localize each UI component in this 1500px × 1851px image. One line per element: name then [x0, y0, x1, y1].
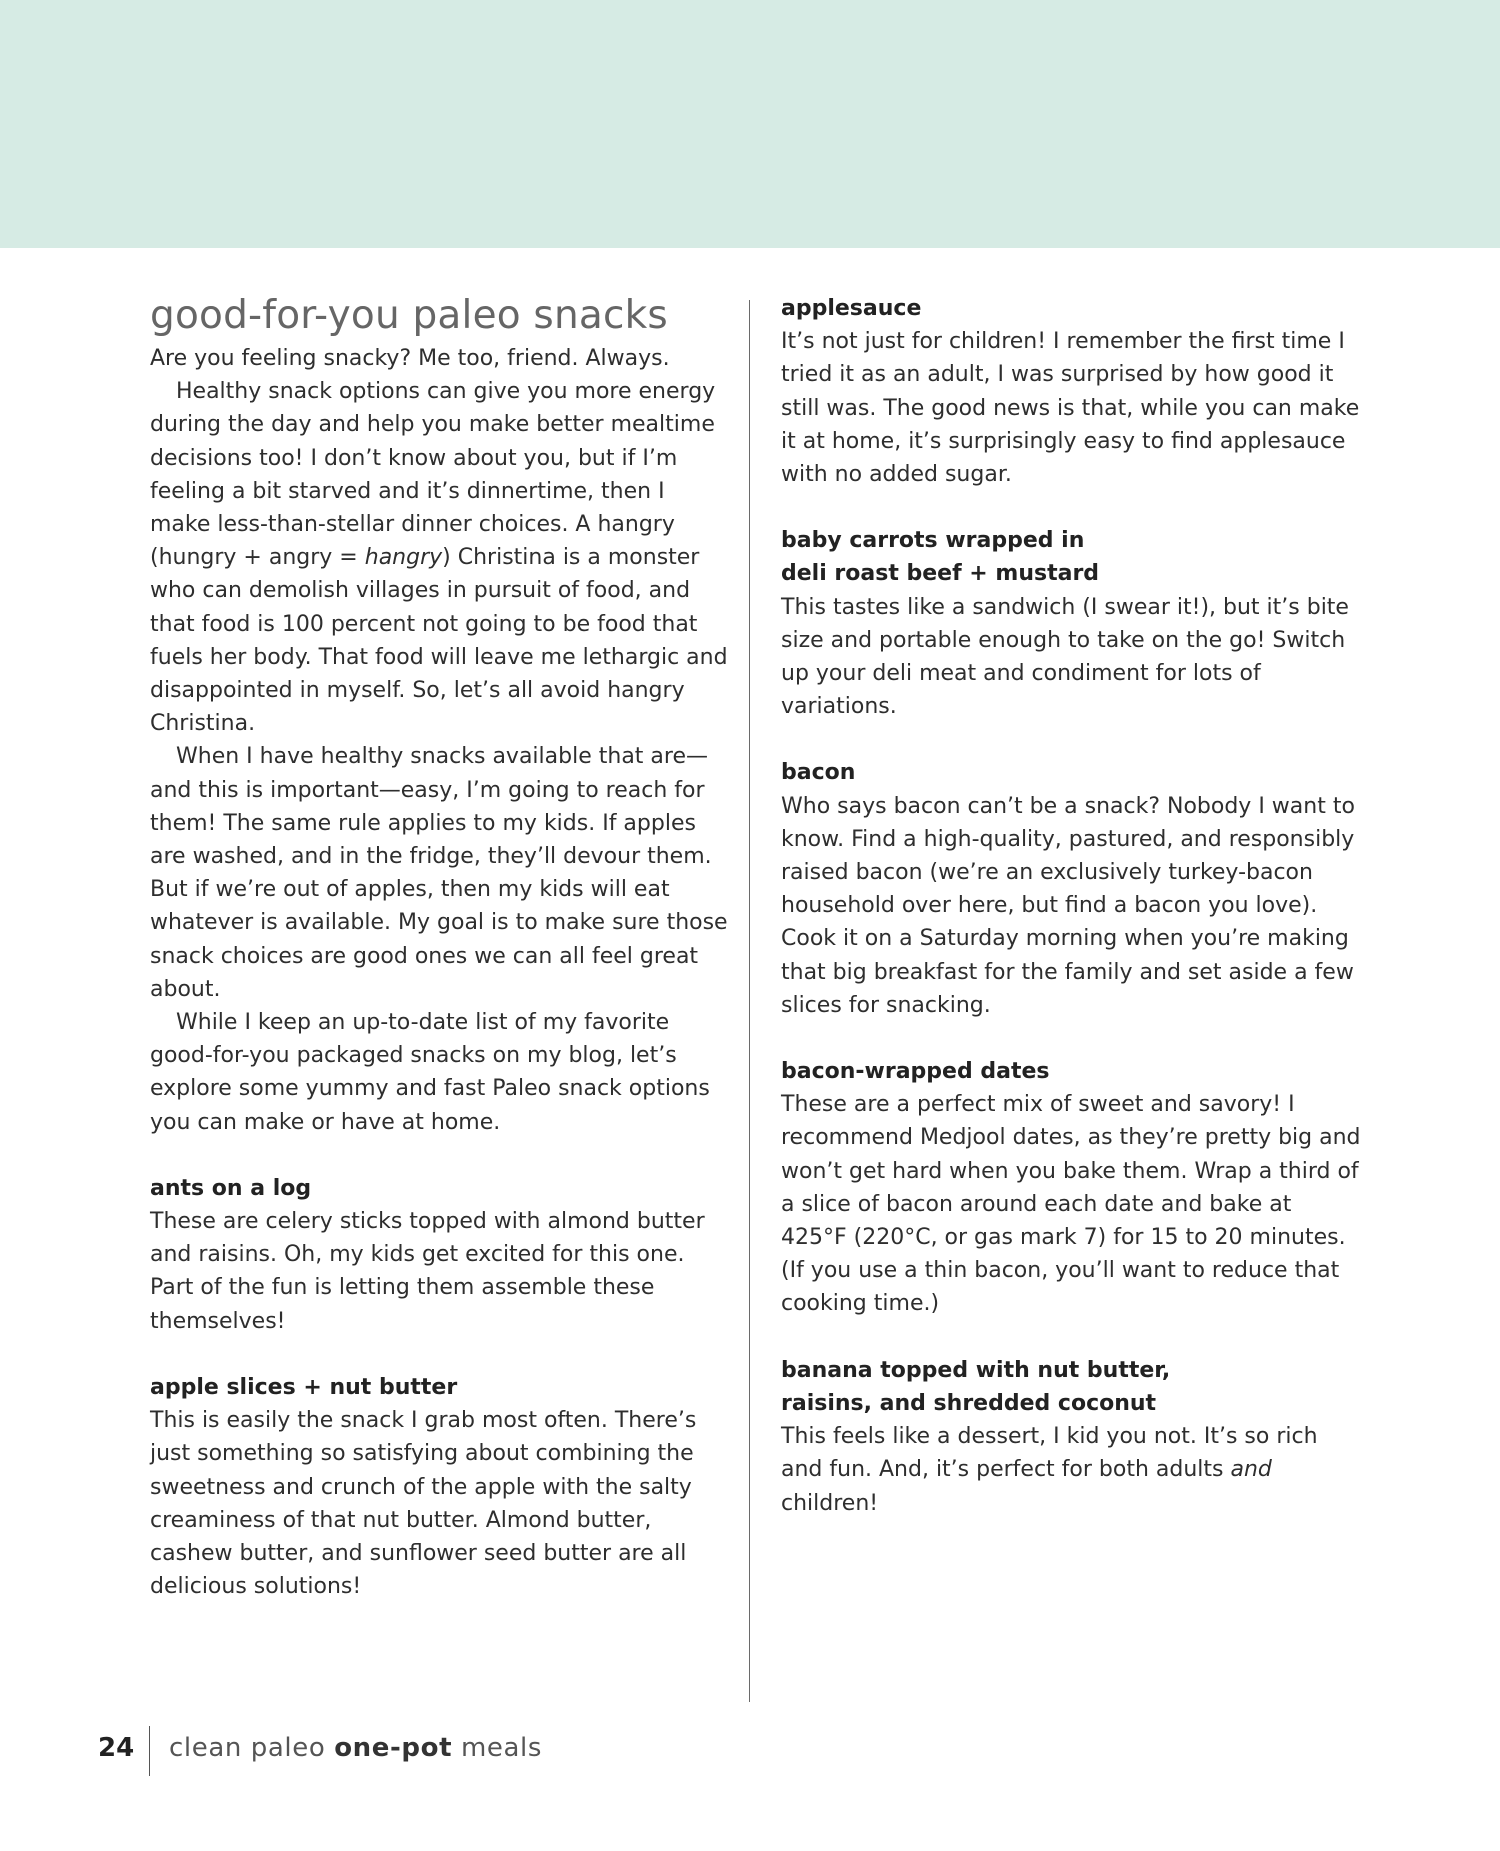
snack-body-b: children!: [781, 1490, 879, 1516]
snack-body: It’s not just for children! I remember the first time I tried it as an adult, I was surprised by how good it still was. The good news is that, while you can make it at home, it’s surprisingly easy to find applesauce with no added sugar.: [781, 329, 1360, 488]
snack-heading-line-1: baby carrots wrapped in: [781, 528, 1085, 554]
intro-paragraph-4: While I keep an up-to-date list of my favorite good-for-you packaged snacks on my blog, let’s explore some yummy and fast Paleo snack options you can make or have at home.: [150, 1010, 710, 1135]
intro-paragraph-3: When I have healthy snacks available that are—and this is important—easy, I’m going to reach for them! The same rule applies to my kids. If apples are washed, and in the fridge, they’ll devour them. But if we’re out of apples, then my kids will eat whatever is available. My goal is to make sure those snack choices are good ones we can all feel great about.: [150, 744, 728, 1002]
snack-heading: ants on a log: [150, 1175, 312, 1201]
snack-body: These are a perfect mix of sweet and savory! I recommend Medjool dates, as they’re pretty big and won’t get hard when you bake them. Wrap a third of a slice of bacon around each date and bake at 425°F (220°C, or gas mark 7) for 15 to 20 minutes. (If you use a thin bacon, you’ll want to reduce that cooking time.): [781, 1092, 1361, 1317]
snack-heading-line-2: raisins, and shredded coconut: [781, 1390, 1157, 1416]
snack-bacon: [781, 756, 1361, 1022]
snack-body: This tastes like a sandwich (I swear it!), but it’s bite size and portable enough to take on the go! Switch up your deli meat and condiment for lots of variations.: [781, 594, 1349, 720]
intro-text-a: Healthy snack options can give you more energy during the day and help you make better mealtime decisions too! I don’t know about you, but if I’m feeling a bit starved and it’s dinnertime, then I make less-than-stellar dinner choices. A hangry (hungry + angry =: [150, 379, 716, 571]
left-column: [150, 292, 728, 1603]
page-title: good-for-you paleo snacks: [150, 293, 668, 338]
snack-baby-carrots: [781, 524, 1361, 723]
right-column: [781, 292, 1361, 1520]
book-title-bold: one-pot: [334, 1733, 453, 1763]
footer-divider: [149, 1726, 150, 1776]
snack-heading: apple slices + nut butter: [150, 1374, 458, 1400]
snack-body: [781, 1420, 1361, 1520]
page-number: 24: [98, 1733, 135, 1763]
intro-text-em: hangry: [364, 545, 443, 571]
column-divider: [749, 300, 750, 1702]
book-title: [169, 1733, 542, 1763]
snack-bacon-wrapped-dates: [781, 1055, 1361, 1321]
snack-heading: bacon-wrapped dates: [781, 1059, 1050, 1085]
snack-ants-on-a-log: [150, 1172, 728, 1338]
top-color-band: [0, 0, 1500, 248]
snack-heading-line-2: deli roast beef + mustard: [781, 561, 1100, 587]
snack-heading-line-1: banana topped with nut butter,: [781, 1357, 1171, 1383]
snack-body: Who says bacon can’t be a snack? Nobody I want to know. Find a high-quality, pastured, and responsibly raised bacon (we’re an exclusively turkey-bacon household over here, but find a bacon you love). Cook it on a Saturday morning when you’re making that big breakfast for the family and set aside a few slices for snacking.: [781, 793, 1355, 1018]
snack-body: This is easily the snack I grab most often. There’s just something so satisfying about combining the sweetness and crunch of the apple with the salty creaminess of that nut butter. Almond butter, cashew butter, and sunflower seed butter are all delicious solutions!: [150, 1408, 697, 1600]
intro-paragraph-1: Are you feeling snacky? Me too, friend. Always.: [150, 346, 670, 371]
snack-body-em: and: [1230, 1457, 1272, 1483]
snack-heading: bacon: [781, 760, 856, 786]
snack-body-a: This feels like a dessert, I kid you not. It’s so rich and fun. And, it’s perfect for both adults: [781, 1424, 1318, 1483]
intro-text-b: ) Christina is a monster who can demolish villages in pursuit of food, and that food is 100 percent not going to be food that fuels her body. That food will leave me lethargic and disappointed in myself. So, let’s all avoid hangry Christina.: [150, 545, 728, 737]
book-title-c: meals: [452, 1733, 543, 1763]
intro-paragraph-2: [150, 375, 728, 740]
snack-body: These are celery sticks topped with almond butter and raisins. Oh, my kids get excited for this one. Part of the fun is letting them assemble these themselves!: [150, 1209, 705, 1334]
snack-banana: [781, 1354, 1361, 1520]
snack-apple-slices: [150, 1371, 728, 1603]
snack-heading: applesauce: [781, 296, 922, 321]
book-title-a: clean paleo: [169, 1733, 335, 1763]
snack-applesauce: [781, 292, 1361, 491]
